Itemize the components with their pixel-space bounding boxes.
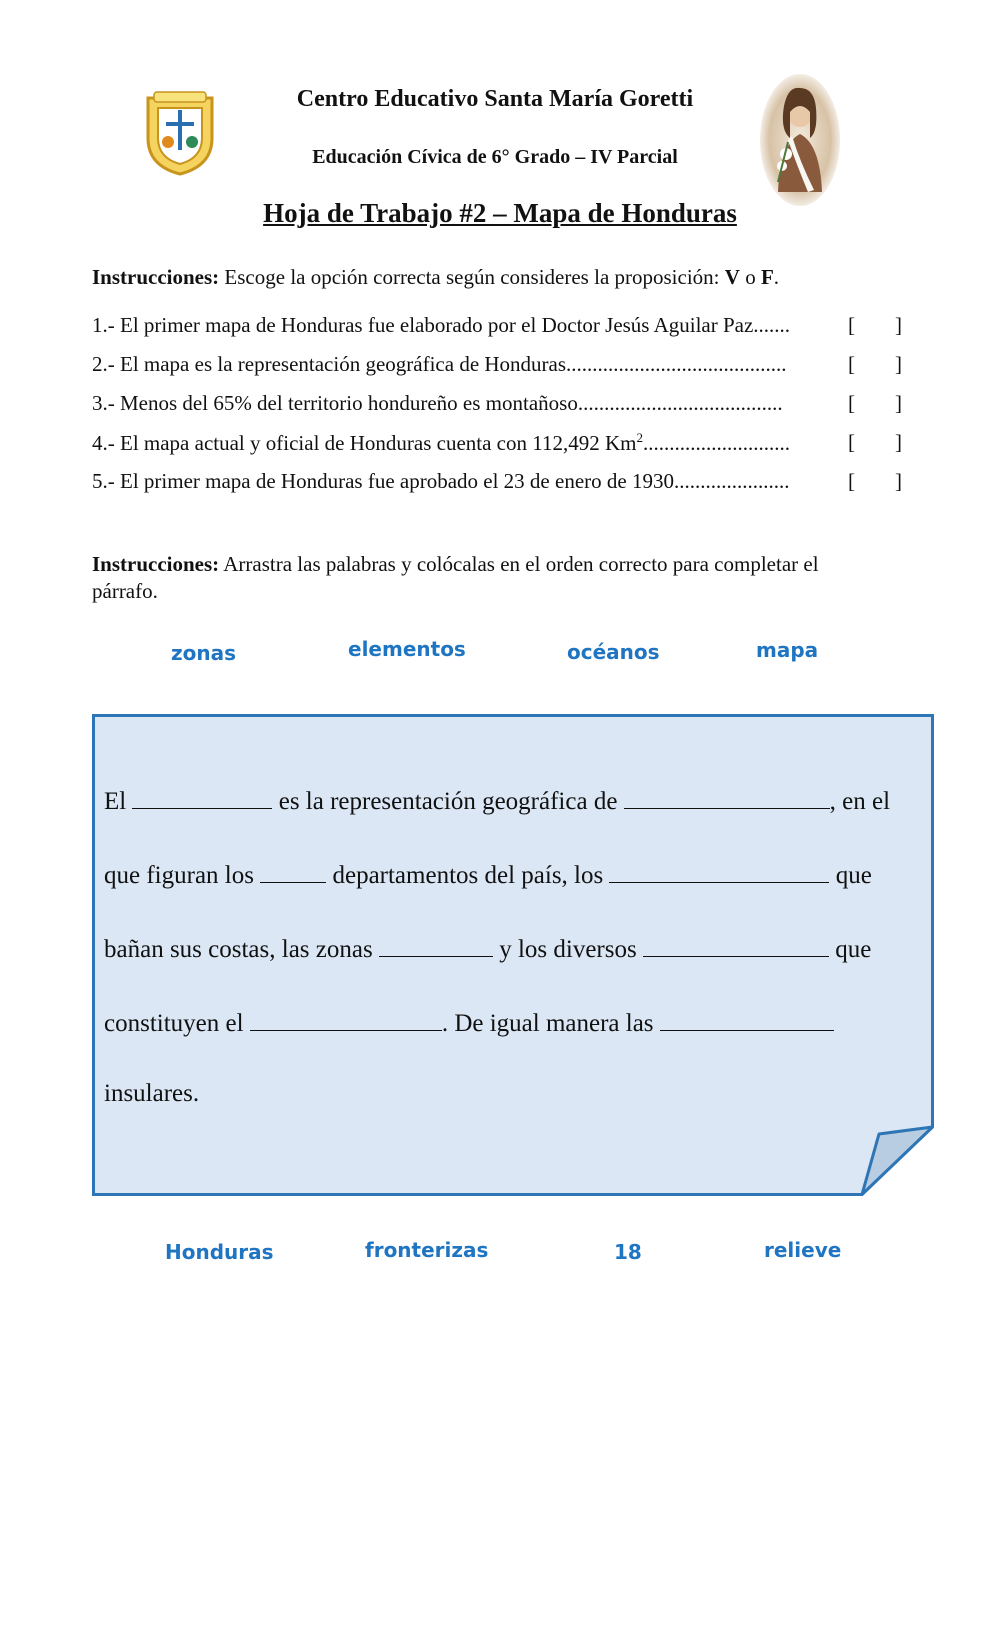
instructions-label: Instrucciones: [92, 552, 220, 576]
saint-portrait-image [758, 72, 842, 208]
drop-blank-2[interactable] [624, 784, 830, 809]
instructions-label: Instrucciones: [92, 265, 220, 289]
drag-word-fronterizas[interactable]: fronterizas [365, 1238, 489, 1262]
answer-bracket[interactable]: [ ] [848, 352, 902, 376]
drop-blank-6[interactable] [643, 932, 829, 957]
drop-blank-1[interactable] [132, 784, 272, 809]
drop-blank-4[interactable] [609, 858, 829, 883]
question-2 [92, 352, 902, 380]
subject-line: Educación Cívica de 6° Grado – IV Parcial [312, 146, 678, 168]
school-name: Centro Educativo Santa María Goretti [296, 86, 694, 112]
drag-word-oceanos[interactable]: océanos [567, 640, 660, 664]
drag-word-relieve[interactable]: relieve [764, 1238, 842, 1262]
page-title: Hoja de Trabajo #2 – Mapa de Honduras [263, 198, 737, 228]
drag-word-zonas[interactable]: zonas [171, 641, 237, 665]
instructions-2 [92, 551, 902, 605]
drag-word-honduras[interactable]: Honduras [165, 1240, 274, 1264]
answer-bracket[interactable]: [ ] [848, 430, 902, 454]
question-3 [92, 391, 902, 419]
question-text: 4.- El mapa actual y oficial de Honduras cuenta con 112,492 Km [92, 431, 637, 455]
drop-blank-5[interactable] [379, 932, 493, 957]
drop-blank-7[interactable] [250, 1006, 442, 1031]
instructions-period: . [773, 265, 780, 289]
answer-bracket[interactable]: [ ] [848, 313, 902, 337]
answer-bracket[interactable]: [ ] [848, 469, 902, 493]
paragraph-line-2: que figuran los departamentos del país, los que [104, 858, 926, 894]
paragraph-line-1: El es la representación geográfica de , en el [104, 784, 926, 820]
question-1 [92, 313, 902, 341]
drop-blank-3[interactable] [260, 858, 326, 883]
drag-word-mapa[interactable]: mapa [756, 638, 819, 662]
question-text: 5.- El primer mapa de Honduras fue aprobado el 23 de enero de 1930...................... [92, 469, 790, 493]
question-text: 2.- El mapa es la representación geográfica de Honduras.......................................... [92, 352, 787, 376]
question-5 [92, 469, 902, 497]
question-text: 3.- Menos del 65% del territorio hondureño es montañoso....................................... [92, 391, 783, 415]
paragraph-line-4: constituyen el . De igual manera las [104, 1006, 926, 1042]
question-text: 1.- El primer mapa de Honduras fue elaborado por el Doctor Jesús Aguilar Paz....... [92, 313, 791, 337]
instructions-1 [92, 264, 779, 291]
drop-blank-8[interactable] [660, 1006, 834, 1031]
paragraph-line-5: insulares. [104, 1080, 200, 1107]
option-separator: o [739, 265, 761, 289]
instructions-text-cont: párrafo. [92, 579, 158, 603]
option-f: F [760, 265, 774, 289]
paragraph-line-3: bañan sus costas, las zonas y los diversos que [104, 932, 926, 968]
instructions-text: Arrastra las palabras y colócalas en el orden correcto para completar el [219, 552, 819, 576]
drag-word-elementos[interactable]: elementos [348, 637, 466, 661]
drag-word-18[interactable]: 18 [614, 1240, 642, 1264]
superscript: 2 [636, 430, 643, 445]
answer-bracket[interactable]: [ ] [848, 391, 902, 415]
option-v: V [724, 265, 740, 289]
instructions-text: Escoge la opción correcta según consideres la proposición: [219, 265, 725, 289]
question-4: 4.- El mapa actual y oficial de Honduras cuenta con 112,492 Km$^2$............................ [ ] [92, 430, 902, 455]
